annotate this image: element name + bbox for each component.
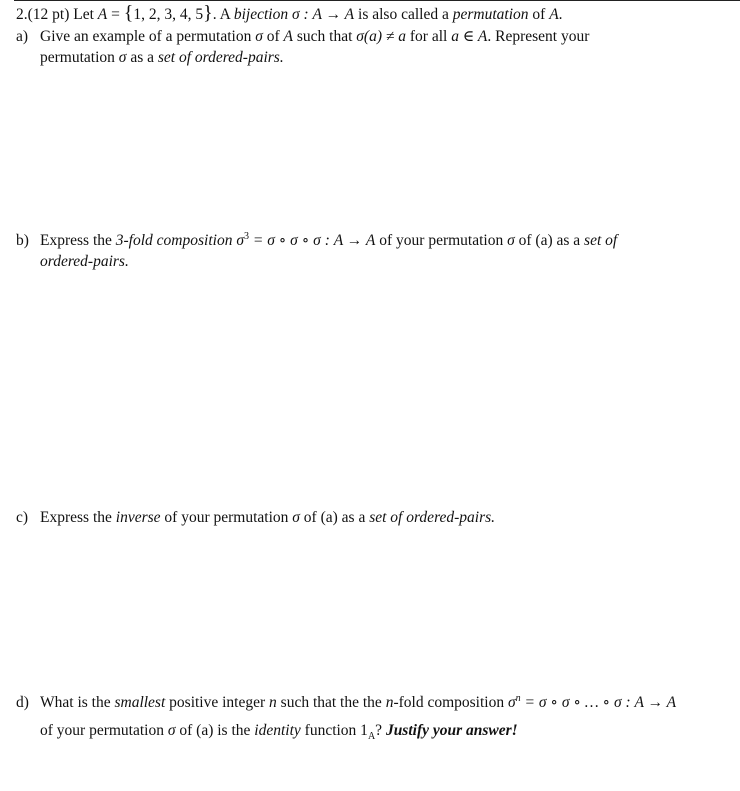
justify-instruction: Justify your answer! [385, 722, 518, 740]
term-ordered-pairs: ordered-pairs. [40, 253, 129, 271]
part-c-label: c) [16, 509, 29, 526]
term-identity: identity [254, 722, 301, 740]
set-elements: 1, 2, 3, 4, 5 [133, 6, 204, 23]
part-d: d) What is the smallest positive integer n such that the the n-fold composition $\sigma^n = \sigma$ ∘ σ ∘ … ∘ σ : A → A of your permutation σ of (a) is the identity function $1_A$? Justify your answer! [16, 685, 726, 751]
term-permutation: permutation [452, 6, 529, 23]
part-d-label: d) [16, 694, 29, 712]
part-c: c) Express the inverse of your permutation σ of (a) as a set of ordered-pairs. [16, 509, 496, 526]
term-set-of-ordered-pairs: set of ordered-pairs. [157, 49, 284, 66]
term-smallest: smallest [114, 694, 166, 712]
part-b: b) Express the 3-fold composition $\sigma^3 = \sigma$ ∘ σ ∘ σ : A → A of your permutation σ of (a) as a set of ordered-pairs. [16, 231, 618, 271]
part-a-label: a) [16, 28, 29, 45]
term-inverse: inverse [115, 509, 161, 526]
term-bijection: bijection [233, 6, 289, 23]
top-rule [14, 0, 740, 1]
term-3-fold-composition: 3-fold composition [115, 232, 233, 250]
problem-header: 2.(12 pt) Let A = {1, 2, 3, 4, 5}. A bijection σ : A → A is also called a permutation of A. [16, 2, 563, 24]
term-set-of-ordered-pairs: set of ordered-pairs. [369, 509, 496, 526]
part-b-label: b) [16, 232, 29, 250]
problem-number: 2.(12 pt) Let [16, 6, 98, 23]
part-a: a) Give an example of a permutation σ of A such that σ(a) ≠ a for all a ∈ A. Represent your permutation σ as a set of ordered-pairs. [16, 28, 590, 66]
